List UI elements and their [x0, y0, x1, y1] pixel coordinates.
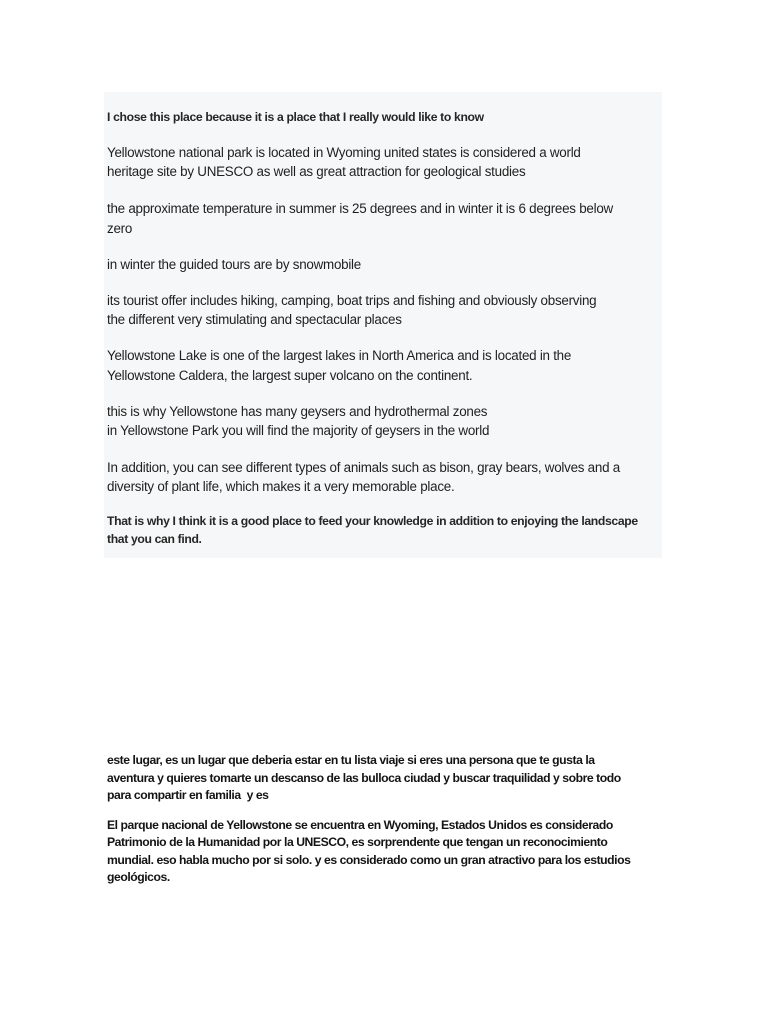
- conclusion-line-2: that you can find.: [107, 531, 202, 546]
- tourist-offer-line-2: the different very stimulating and spectacular places: [107, 312, 402, 328]
- location-line-1: Yellowstone national park is located in Wyoming united states is considered a world: [107, 145, 581, 160]
- spanish-location-paragraph: [107, 817, 667, 887]
- spanish-location-line-4: geológicos.: [107, 870, 170, 884]
- location-line-2: heritage site by UNESCO as well as great attraction for geological studies: [107, 164, 526, 180]
- animals-line-2: diversity of plant life, which makes it a very memorable place.: [107, 479, 455, 495]
- spanish-location-line-2: Patrimonio de la Humanidad por la UNESCO, es sorprendente que tengan un reconocimiento: [107, 835, 608, 849]
- animals-line-1: In addition, you can see different types of animals such as bison, gray bears, wolves and a: [107, 460, 620, 476]
- spanish-intro-paragraph: [107, 752, 667, 805]
- spanish-text-block: [107, 752, 667, 887]
- winter-tours-line-1: in winter the guided tours are by snowmobile: [107, 256, 361, 272]
- temperature-paragraph: [107, 199, 662, 237]
- tourist-offer-paragraph: [107, 291, 662, 329]
- spanish-intro-line-1: este lugar, es un lugar que deberia estar en tu lista viaje si eres una persona que te gusta la: [107, 753, 595, 767]
- winter-tours-paragraph: [107, 255, 662, 274]
- animals-paragraph: [107, 458, 662, 496]
- lake-line-2: Yellowstone Caldera, the largest super volcano on the continent.: [107, 367, 473, 383]
- spanish-intro-line-3: para compartir en familia y es: [107, 788, 269, 802]
- intro-line-1: I chose this place because it is a place that I really would like to know: [107, 110, 484, 124]
- lake-line-1: Yellowstone Lake is one of the largest lakes in North America and is located in the: [107, 348, 572, 364]
- temperature-line-1: the approximate temperature in summer is 25 degrees and in winter it is 6 degrees below: [107, 201, 613, 217]
- spanish-location-line-1: El parque nacional de Yellowstone se encuentra en Wyoming, Estados Unidos es considerado: [107, 817, 613, 832]
- location-paragraph: [107, 143, 662, 181]
- geysers-line-2: in Yellowstone Park you will find the majority of geysers in the world: [107, 423, 490, 439]
- conclusion-line-1: That is why I think it is a good place to feed your knowledge in addition to enjoying the landscape: [107, 513, 638, 528]
- intro-paragraph: [107, 108, 662, 126]
- tourist-offer-line-1: its tourist offer includes hiking, camping, boat trips and fishing and obviously observing: [107, 293, 597, 309]
- lake-paragraph: [107, 346, 662, 384]
- geysers-line-1: this is why Yellowstone has many geysers and hydrothermal zones: [107, 403, 488, 419]
- spanish-intro-line-2: aventura y quieres tomarte un descanso de las bulloca ciudad y buscar traquilidad y sobre todo: [107, 770, 621, 785]
- temperature-line-2: zero: [107, 220, 133, 236]
- conclusion-paragraph: [107, 512, 662, 548]
- english-text-block: [104, 92, 662, 558]
- geysers-paragraph: [107, 402, 662, 440]
- spanish-location-line-3: mundial. eso habla mucho por si solo. y es considerado como un gran atractivo para los estudios: [107, 852, 631, 867]
